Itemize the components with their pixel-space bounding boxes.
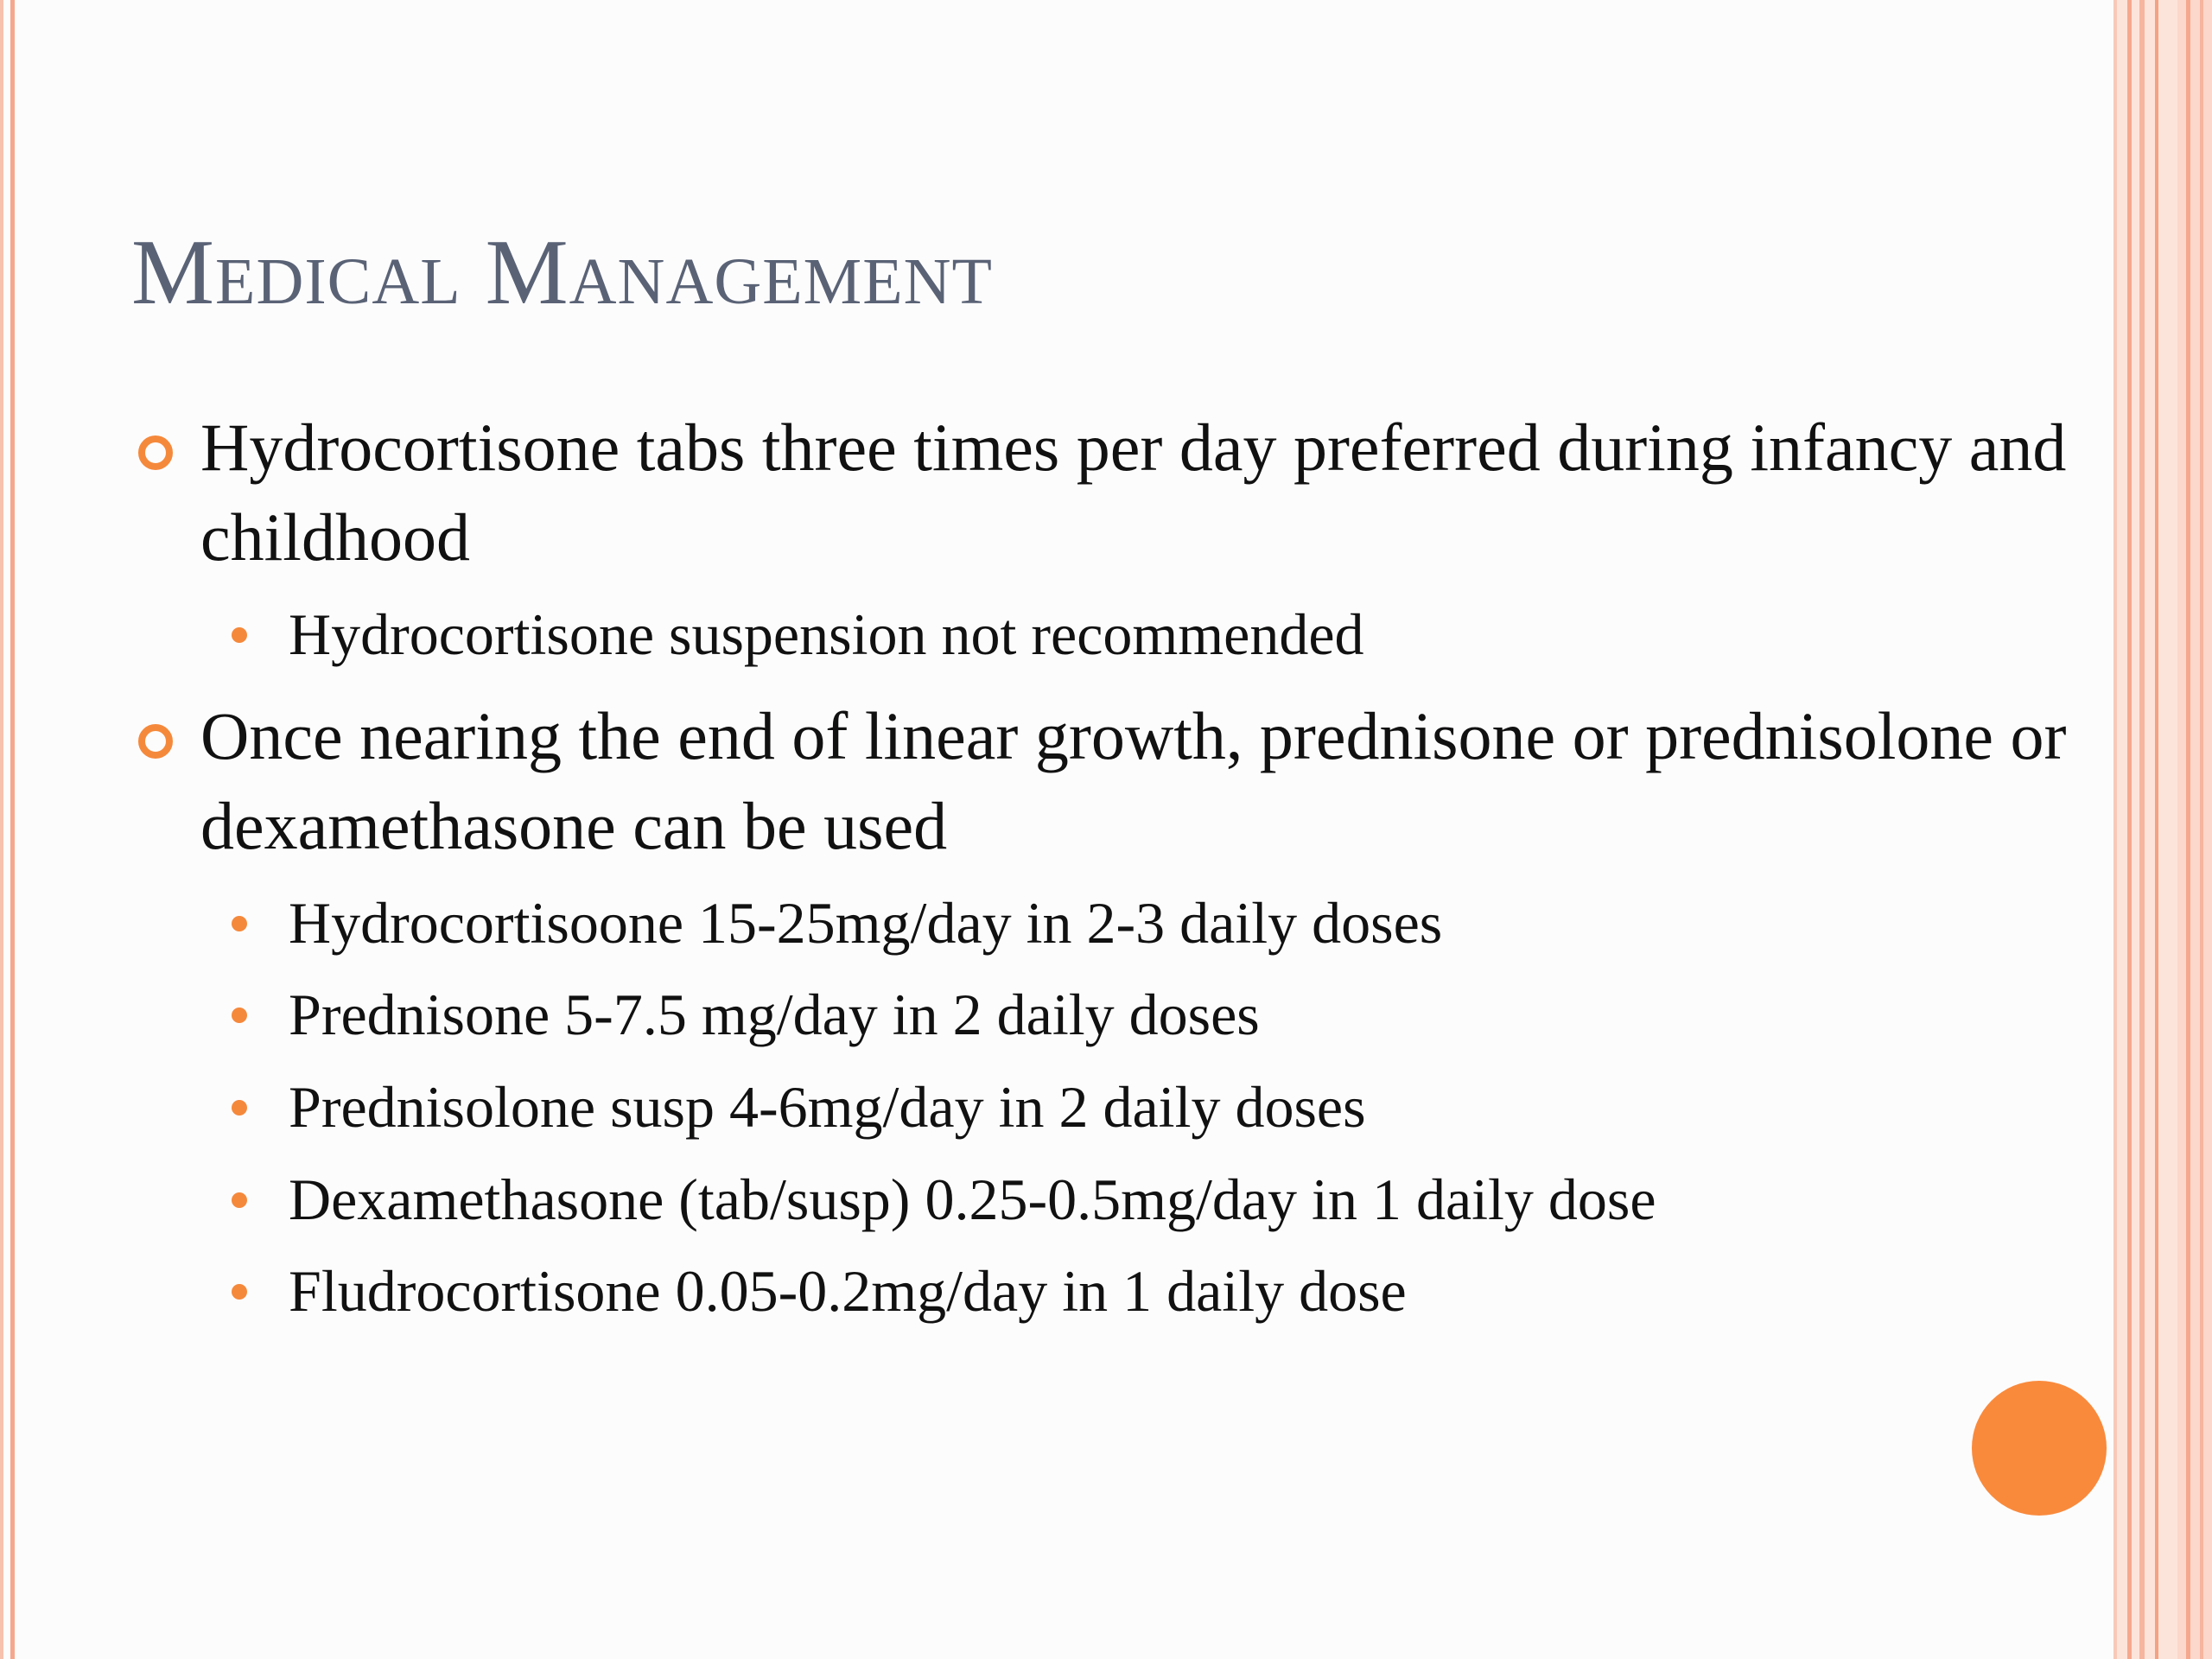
right-border-stripe	[2155, 0, 2158, 1659]
right-border-stripe	[2186, 0, 2190, 1659]
right-border-stripe	[2113, 0, 2117, 1659]
bullet-2-sub-5: Fludrocortisone 0.05-0.2mg/day in 1 daily dose	[289, 1258, 1407, 1324]
right-border-stripe	[2127, 0, 2132, 1659]
slide-title: Medical Management	[131, 221, 993, 324]
right-border-band	[2177, 0, 2212, 1659]
decorative-circle-icon	[1972, 1381, 2107, 1516]
bullet-1-sub-1: Hydrocortisone suspension not recommended	[289, 601, 1364, 667]
bullet-ring-icon	[138, 435, 173, 470]
sub-bullet-dot-icon	[232, 1284, 247, 1300]
sub-bullet-dot-icon	[232, 1192, 247, 1208]
right-border-band	[2117, 0, 2177, 1659]
bullet-2-sub-1: Hydrocortisoone 15-25mg/day in 2-3 daily doses	[289, 890, 1443, 956]
bullet-ring-icon	[138, 724, 173, 759]
sub-bullet-dot-icon	[232, 627, 247, 643]
sub-bullet-dot-icon	[232, 916, 247, 931]
bullet-2-sub-2: Prednisone 5-7.5 mg/day in 2 daily doses	[289, 982, 1260, 1047]
sub-bullet-dot-icon	[232, 1100, 247, 1116]
sub-bullet-dot-icon	[232, 1007, 247, 1023]
left-border-line	[10, 0, 15, 1659]
bullet-2-sub-3: Prednisolone susp 4-6mg/day in 2 daily doses	[289, 1074, 1366, 1140]
right-border-stripe	[2200, 0, 2203, 1659]
bullet-1-text: Hydrocortisone tabs three times per day preferred during infancy and childhood	[200, 410, 2067, 575]
left-border-line	[0, 0, 3, 1659]
right-border-stripe	[2139, 0, 2145, 1659]
bullet-2-text: Once nearing the end of linear growth, prednisone or prednisolone or dexamethasone can be used	[200, 698, 2067, 863]
bullet-2-sub-4: Dexamethasone (tab/susp) 0.25-0.5mg/day in 1 daily dose	[289, 1166, 1656, 1232]
